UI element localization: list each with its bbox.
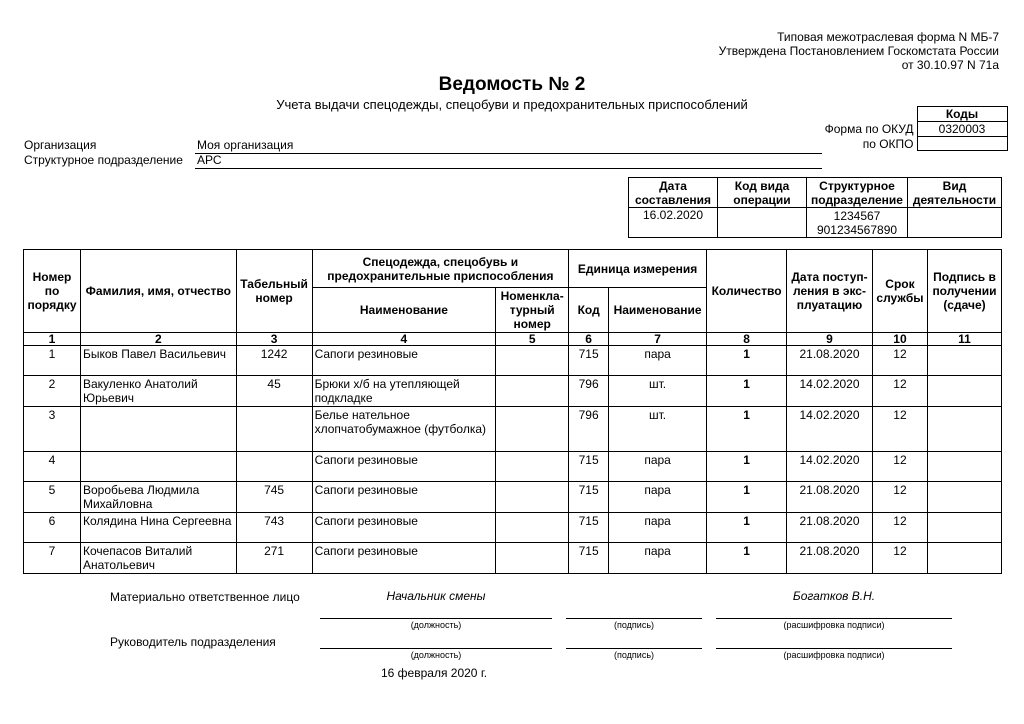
org-underline xyxy=(195,153,822,154)
cell-unit: шт. xyxy=(609,407,707,452)
cell-nomen xyxy=(496,482,569,513)
cell-term: 12 xyxy=(872,376,927,407)
cell-item: Сапоги резиновые xyxy=(312,452,496,482)
resp-position-line xyxy=(320,618,552,619)
cell-qty: 1 xyxy=(707,543,787,574)
meta-activity xyxy=(908,208,1002,238)
cell-sign xyxy=(927,407,1001,452)
cell-date: 14.02.2020 xyxy=(787,407,873,452)
cell-unit: шт. xyxy=(609,376,707,407)
cell-num: 3 xyxy=(24,407,81,452)
table-row xyxy=(24,452,1002,482)
cell-sign xyxy=(927,346,1001,376)
cell-date: 14.02.2020 xyxy=(787,452,873,482)
cell-sign xyxy=(927,513,1001,543)
cell-code: 715 xyxy=(569,482,609,513)
cell-name: Воробьева Людмила Михайловна xyxy=(80,482,236,513)
col-number: 1 xyxy=(24,333,81,346)
dept-value: АРС xyxy=(197,153,222,167)
col-number: 5 xyxy=(496,333,569,346)
meta-header-dept: Структурное подразделение xyxy=(807,178,908,208)
header-sign: Подпись в получении (сдаче) xyxy=(927,250,1001,333)
cell-code: 715 xyxy=(569,346,609,376)
meta-header-op: Код вида операции xyxy=(718,178,807,208)
header-term: Срок службы xyxy=(872,250,927,333)
header-tab: Табельный номер xyxy=(236,250,312,333)
cell-qty: 1 xyxy=(707,346,787,376)
dept-underline xyxy=(195,168,822,169)
cell-qty: 1 xyxy=(707,376,787,407)
resp-decode-caption: (расшифровка подписи) xyxy=(783,620,885,630)
cell-num: 7 xyxy=(24,543,81,574)
cell-name: Вакуленко Анатолий Юрьевич xyxy=(80,376,236,407)
header-item: Наименование xyxy=(312,288,496,333)
header-num: Номер по порядку xyxy=(24,250,81,333)
resp-name: Богатков В.Н. xyxy=(792,589,876,603)
col-number: 7 xyxy=(609,333,707,346)
cell-qty: 1 xyxy=(707,482,787,513)
meta-header-date: Дата составления xyxy=(629,178,718,208)
cell-code: 715 xyxy=(569,543,609,574)
cell-code: 796 xyxy=(569,376,609,407)
resp-position: Начальник смены xyxy=(386,589,486,603)
cell-sign xyxy=(927,452,1001,482)
cell-num: 1 xyxy=(24,346,81,376)
table-row xyxy=(24,543,1002,574)
cell-num: 6 xyxy=(24,513,81,543)
cell-tab: 1242 xyxy=(236,346,312,376)
cell-unit: пара xyxy=(609,543,707,574)
header-date: Дата поступ-ления в экс-плуатацию xyxy=(787,250,873,333)
cell-sign xyxy=(927,376,1001,407)
org-label: Организация xyxy=(24,138,97,152)
cell-nomen xyxy=(496,376,569,407)
cell-unit: пара xyxy=(609,513,707,543)
meta-dept-code-2: 901234567890 xyxy=(816,222,898,237)
meta-dept-code-1: 1234567 xyxy=(833,208,881,223)
head-sign-caption: (подпись) xyxy=(613,650,655,660)
codes-header: Коды xyxy=(917,107,1007,122)
cell-tab: 743 xyxy=(236,513,312,543)
head-label: Руководитель подразделения xyxy=(110,635,276,649)
table-row xyxy=(24,513,1002,543)
cell-num: 5 xyxy=(24,482,81,513)
cell-tab: 45 xyxy=(236,376,312,407)
table-row xyxy=(24,407,1002,452)
okpo-label: по ОКПО xyxy=(862,136,914,151)
col-number: 11 xyxy=(927,333,1001,346)
header-name: Фамилия, имя, отчество xyxy=(80,250,236,333)
resp-decode-line xyxy=(716,618,952,619)
cell-unit: пара xyxy=(609,452,707,482)
cell-name: Колядина Нина Сергеевна xyxy=(80,513,236,543)
cell-item: Белье нательное хлопчатобумажное (футболка) xyxy=(312,407,496,452)
meta-dept-code xyxy=(807,208,908,238)
meta-header-activity: Вид деятельности xyxy=(908,178,1002,208)
cell-code: 796 xyxy=(569,407,609,452)
cell-qty: 1 xyxy=(707,513,787,543)
col-number: 8 xyxy=(707,333,787,346)
header-qty: Количество xyxy=(707,250,787,333)
resp-label: Материально ответственное лицо xyxy=(110,590,300,604)
cell-tab: 271 xyxy=(236,543,312,574)
org-value: Моя организация xyxy=(197,138,294,152)
cell-num: 2 xyxy=(24,376,81,407)
cell-date: 21.08.2020 xyxy=(787,482,873,513)
document-title: Ведомость № 2 xyxy=(438,74,586,95)
cell-item: Брюки х/б на утепляющей подкладке xyxy=(312,376,496,407)
cell-date: 14.02.2020 xyxy=(787,376,873,407)
header-unit-code: Код xyxy=(569,288,609,333)
okud-label: Форма по ОКУД xyxy=(824,122,914,136)
cell-nomen xyxy=(496,346,569,376)
meta-date: 16.02.2020 xyxy=(629,208,718,238)
cell-term: 12 xyxy=(872,482,927,513)
header-unit-group: Единица измерения xyxy=(569,250,707,288)
head-decode-caption: (расшифровка подписи) xyxy=(783,650,885,660)
form-note-line-1: Типовая межотраслевая форма N МБ-7 xyxy=(777,30,999,44)
cell-qty: 1 xyxy=(707,407,787,452)
cell-nomen xyxy=(496,452,569,482)
cell-item: Сапоги резиновые xyxy=(312,543,496,574)
cell-item: Сапоги резиновые xyxy=(312,346,496,376)
cell-name xyxy=(80,452,236,482)
meta-table xyxy=(628,177,1002,238)
cell-nomen xyxy=(496,543,569,574)
cell-tab xyxy=(236,452,312,482)
head-sign-line xyxy=(566,648,702,649)
cell-code: 715 xyxy=(569,452,609,482)
resp-sign-line xyxy=(566,618,702,619)
cell-nomen xyxy=(496,513,569,543)
head-decode-line xyxy=(716,648,952,649)
cell-num: 4 xyxy=(24,452,81,482)
table-row xyxy=(24,482,1002,513)
cell-item: Сапоги резиновые xyxy=(312,482,496,513)
table-row xyxy=(24,346,1002,376)
cell-unit: пара xyxy=(609,346,707,376)
header-nomen: Номенкла-турный номер xyxy=(496,288,569,333)
cell-tab: 745 xyxy=(236,482,312,513)
header-unit-name: Наименование xyxy=(609,288,707,333)
cell-term: 12 xyxy=(872,346,927,376)
form-note xyxy=(719,30,999,72)
cell-date: 21.08.2020 xyxy=(787,513,873,543)
form-note-line-3: от 30.10.97 N 71а xyxy=(901,58,999,72)
cell-date: 21.08.2020 xyxy=(787,543,873,574)
header-group: Спецодежда, спецобувь и предохранительные приспособления xyxy=(312,250,569,288)
cell-sign xyxy=(927,543,1001,574)
col-number: 2 xyxy=(80,333,236,346)
codes-table xyxy=(823,106,1008,151)
table-row xyxy=(24,376,1002,407)
meta-op-code xyxy=(718,208,807,238)
col-number: 6 xyxy=(569,333,609,346)
form-note-line-2: Утверждена Постановлением Госкомстата России xyxy=(718,44,999,58)
col-number: 4 xyxy=(312,333,496,346)
cell-name xyxy=(80,407,236,452)
cell-name: Кочепасов Виталий Анатольевич xyxy=(80,543,236,574)
cell-code: 715 xyxy=(569,513,609,543)
cell-term: 12 xyxy=(872,452,927,482)
head-position-line xyxy=(320,648,552,649)
cell-name: Быков Павел Васильевич xyxy=(80,346,236,376)
okpo-value xyxy=(917,137,1007,151)
cell-date: 21.08.2020 xyxy=(787,346,873,376)
cell-term: 12 xyxy=(872,543,927,574)
cell-tab xyxy=(236,407,312,452)
cell-unit: пара xyxy=(609,482,707,513)
issue-table xyxy=(23,249,1002,574)
resp-position-caption: (должность) xyxy=(410,620,462,630)
cell-sign xyxy=(927,482,1001,513)
cell-item: Сапоги резиновые xyxy=(312,513,496,543)
cell-term: 12 xyxy=(872,513,927,543)
okud-value: 0320003 xyxy=(917,122,1007,137)
cell-qty: 1 xyxy=(707,452,787,482)
cell-term: 12 xyxy=(872,407,927,452)
col-number: 9 xyxy=(787,333,873,346)
cell-nomen xyxy=(496,407,569,452)
col-number: 3 xyxy=(236,333,312,346)
dept-label: Структурное подразделение xyxy=(24,153,183,167)
document-date: 16 февраля 2020 г. xyxy=(381,666,488,680)
resp-sign-caption: (подпись) xyxy=(613,620,655,630)
col-number: 10 xyxy=(872,333,927,346)
head-position-caption: (должность) xyxy=(410,650,462,660)
document-subtitle: Учета выдачи спецодежды, спецобуви и предохранительных приспособлений xyxy=(276,97,748,112)
